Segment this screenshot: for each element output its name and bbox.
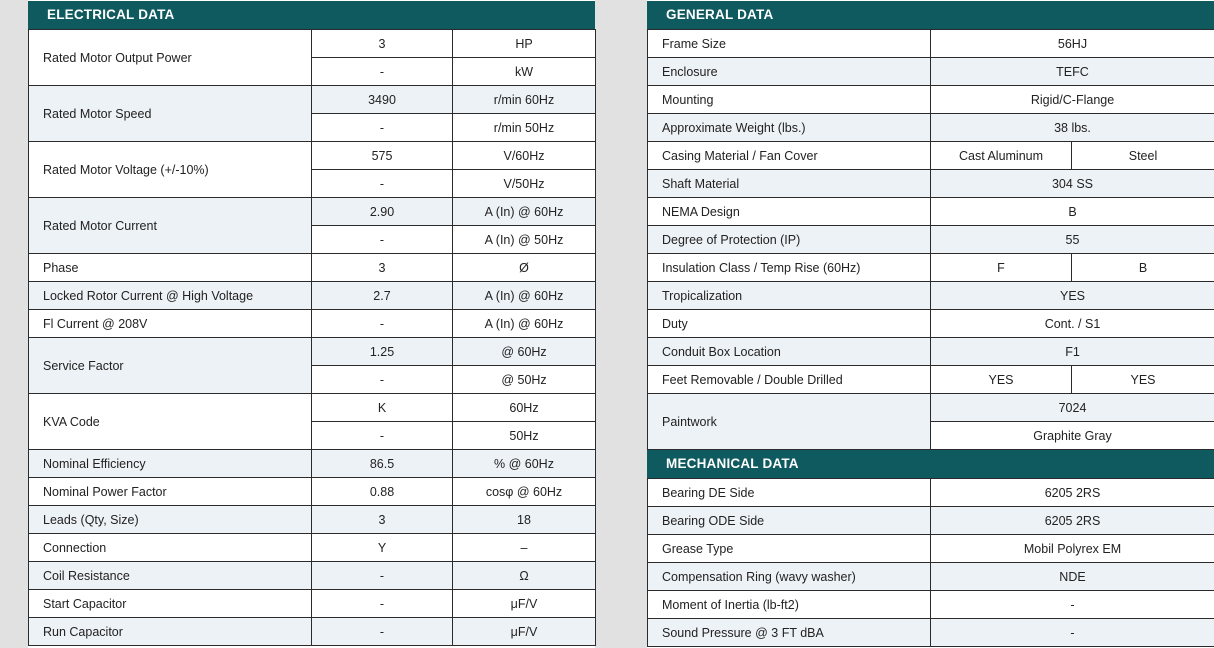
mechanical-data-header: MECHANICAL DATA	[647, 450, 1214, 478]
general-data-header: GENERAL DATA	[647, 1, 1214, 29]
value-cell: K	[312, 394, 453, 422]
table-row	[648, 479, 1214, 507]
value-cell: F1	[931, 338, 1214, 366]
table-row	[648, 394, 1214, 422]
row-label: Fl Current @ 208V	[29, 310, 312, 338]
table-row	[29, 562, 596, 590]
electrical-data-header: ELECTRICAL DATA	[28, 1, 595, 29]
row-label: Moment of Inertia (lb-ft2)	[648, 591, 931, 619]
row-label: Shaft Material	[648, 170, 931, 198]
table-row	[29, 534, 596, 562]
table-row	[29, 450, 596, 478]
value-cell: Y	[312, 534, 453, 562]
value-cell: -	[312, 310, 453, 338]
value-cell: 3	[312, 254, 453, 282]
row-label: Duty	[648, 310, 931, 338]
value-cell: 7024	[931, 394, 1214, 422]
row-label: Approximate Weight (lbs.)	[648, 114, 931, 142]
unit-cell: r/min 50Hz	[453, 114, 596, 142]
general-data-table	[647, 29, 1214, 450]
row-label: NEMA Design	[648, 198, 931, 226]
value-cell: 1.25	[312, 338, 453, 366]
table-row	[29, 198, 596, 226]
value-cell: 3	[312, 506, 453, 534]
row-label: Connection	[29, 534, 312, 562]
value-cell: Steel	[1072, 142, 1214, 170]
table-row	[29, 310, 596, 338]
unit-cell: A (In) @ 60Hz	[453, 282, 596, 310]
unit-cell: HP	[453, 30, 596, 58]
value-cell: 56HJ	[931, 30, 1214, 58]
value-cell: 0.88	[312, 478, 453, 506]
unit-cell: @ 60Hz	[453, 338, 596, 366]
table-row	[648, 170, 1214, 198]
mechanical-data-table	[647, 478, 1214, 647]
unit-cell: V/50Hz	[453, 170, 596, 198]
unit-cell: A (In) @ 60Hz	[453, 310, 596, 338]
value-cell: -	[312, 366, 453, 394]
table-row	[648, 507, 1214, 535]
value-cell: 3	[312, 30, 453, 58]
unit-cell: A (In) @ 60Hz	[453, 198, 596, 226]
value-cell: -	[312, 114, 453, 142]
row-label: Nominal Efficiency	[29, 450, 312, 478]
table-row	[648, 619, 1214, 647]
row-label: Insulation Class / Temp Rise (60Hz)	[648, 254, 931, 282]
value-cell: YES	[931, 366, 1072, 394]
row-label: Paintwork	[648, 394, 931, 450]
row-label: Grease Type	[648, 535, 931, 563]
unit-cell: 50Hz	[453, 422, 596, 450]
value-cell: Cast Aluminum	[931, 142, 1072, 170]
table-row	[29, 506, 596, 534]
row-label: Service Factor	[29, 338, 312, 394]
table-row	[648, 310, 1214, 338]
row-label: Run Capacitor	[29, 618, 312, 646]
value-cell: 86.5	[312, 450, 453, 478]
row-label: Rated Motor Voltage (+/-10%)	[29, 142, 312, 198]
row-label: Feet Removable / Double Drilled	[648, 366, 931, 394]
value-cell: -	[312, 590, 453, 618]
unit-cell: r/min 60Hz	[453, 86, 596, 114]
value-cell: -	[312, 562, 453, 590]
general-data-panel	[647, 1, 1214, 647]
unit-cell: cosφ @ 60Hz	[453, 478, 596, 506]
row-label: Mounting	[648, 86, 931, 114]
value-cell: Cont. / S1	[931, 310, 1214, 338]
value-cell: 6205 2RS	[931, 479, 1214, 507]
center-gutter	[595, 0, 647, 648]
row-label: Coil Resistance	[29, 562, 312, 590]
row-label: Tropicalization	[648, 282, 931, 310]
value-cell: 575	[312, 142, 453, 170]
table-row	[648, 591, 1214, 619]
unit-cell: % @ 60Hz	[453, 450, 596, 478]
row-label: Bearing ODE Side	[648, 507, 931, 535]
value-cell: -	[312, 422, 453, 450]
row-label: Degree of Protection (IP)	[648, 226, 931, 254]
table-row	[648, 366, 1214, 394]
row-label: Sound Pressure @ 3 FT dBA	[648, 619, 931, 647]
row-label: Start Capacitor	[29, 590, 312, 618]
row-label: Rated Motor Output Power	[29, 30, 312, 86]
value-cell: -	[312, 618, 453, 646]
table-row	[29, 30, 596, 58]
unit-cell: μF/V	[453, 618, 596, 646]
table-row	[648, 114, 1214, 142]
value-cell: 3490	[312, 86, 453, 114]
row-label: Rated Motor Speed	[29, 86, 312, 142]
value-cell: -	[931, 591, 1214, 619]
table-row	[29, 142, 596, 170]
table-row	[29, 282, 596, 310]
unit-cell: μF/V	[453, 590, 596, 618]
unit-cell: 60Hz	[453, 394, 596, 422]
row-label: Compensation Ring (wavy washer)	[648, 563, 931, 591]
table-row	[648, 58, 1214, 86]
left-gutter	[0, 0, 28, 648]
table-row	[29, 590, 596, 618]
value-cell: 38 lbs.	[931, 114, 1214, 142]
unit-cell: Ω	[453, 562, 596, 590]
value-cell: 55	[931, 226, 1214, 254]
value-cell: -	[312, 226, 453, 254]
table-row	[648, 142, 1214, 170]
value-cell: 2.7	[312, 282, 453, 310]
table-row	[648, 86, 1214, 114]
row-label: Enclosure	[648, 58, 931, 86]
row-label: KVA Code	[29, 394, 312, 450]
value-cell: B	[931, 198, 1214, 226]
unit-cell: –	[453, 534, 596, 562]
value-cell: Rigid/C-Flange	[931, 86, 1214, 114]
value-cell: NDE	[931, 563, 1214, 591]
value-cell: -	[931, 619, 1214, 647]
unit-cell: A (In) @ 50Hz	[453, 226, 596, 254]
table-row	[29, 254, 596, 282]
unit-cell: @ 50Hz	[453, 366, 596, 394]
table-row	[29, 394, 596, 422]
value-cell: YES	[1072, 366, 1214, 394]
row-label: Casing Material / Fan Cover	[648, 142, 931, 170]
unit-cell: Ø	[453, 254, 596, 282]
table-row	[648, 563, 1214, 591]
row-label: Conduit Box Location	[648, 338, 931, 366]
table-row	[648, 30, 1214, 58]
table-row	[648, 226, 1214, 254]
value-cell: -	[312, 170, 453, 198]
table-row	[648, 282, 1214, 310]
value-cell: Graphite Gray	[931, 422, 1214, 450]
row-label: Bearing DE Side	[648, 479, 931, 507]
unit-cell: kW	[453, 58, 596, 86]
electrical-data-panel	[28, 1, 595, 646]
table-row	[29, 338, 596, 366]
value-cell: 2.90	[312, 198, 453, 226]
row-label: Nominal Power Factor	[29, 478, 312, 506]
value-cell: Mobil Polyrex EM	[931, 535, 1214, 563]
value-cell: F	[931, 254, 1072, 282]
row-label: Phase	[29, 254, 312, 282]
table-row	[29, 86, 596, 114]
table-row	[29, 618, 596, 646]
value-cell: 304 SS	[931, 170, 1214, 198]
table-row	[29, 478, 596, 506]
value-cell: YES	[931, 282, 1214, 310]
table-row	[648, 254, 1214, 282]
table-row	[648, 198, 1214, 226]
electrical-data-table	[28, 29, 596, 646]
row-label: Leads (Qty, Size)	[29, 506, 312, 534]
unit-cell: 18	[453, 506, 596, 534]
unit-cell: V/60Hz	[453, 142, 596, 170]
row-label: Rated Motor Current	[29, 198, 312, 254]
value-cell: B	[1072, 254, 1214, 282]
table-row	[648, 535, 1214, 563]
row-label: Frame Size	[648, 30, 931, 58]
row-label: Locked Rotor Current @ High Voltage	[29, 282, 312, 310]
value-cell: 6205 2RS	[931, 507, 1214, 535]
value-cell: TEFC	[931, 58, 1214, 86]
table-row	[648, 338, 1214, 366]
value-cell: -	[312, 58, 453, 86]
